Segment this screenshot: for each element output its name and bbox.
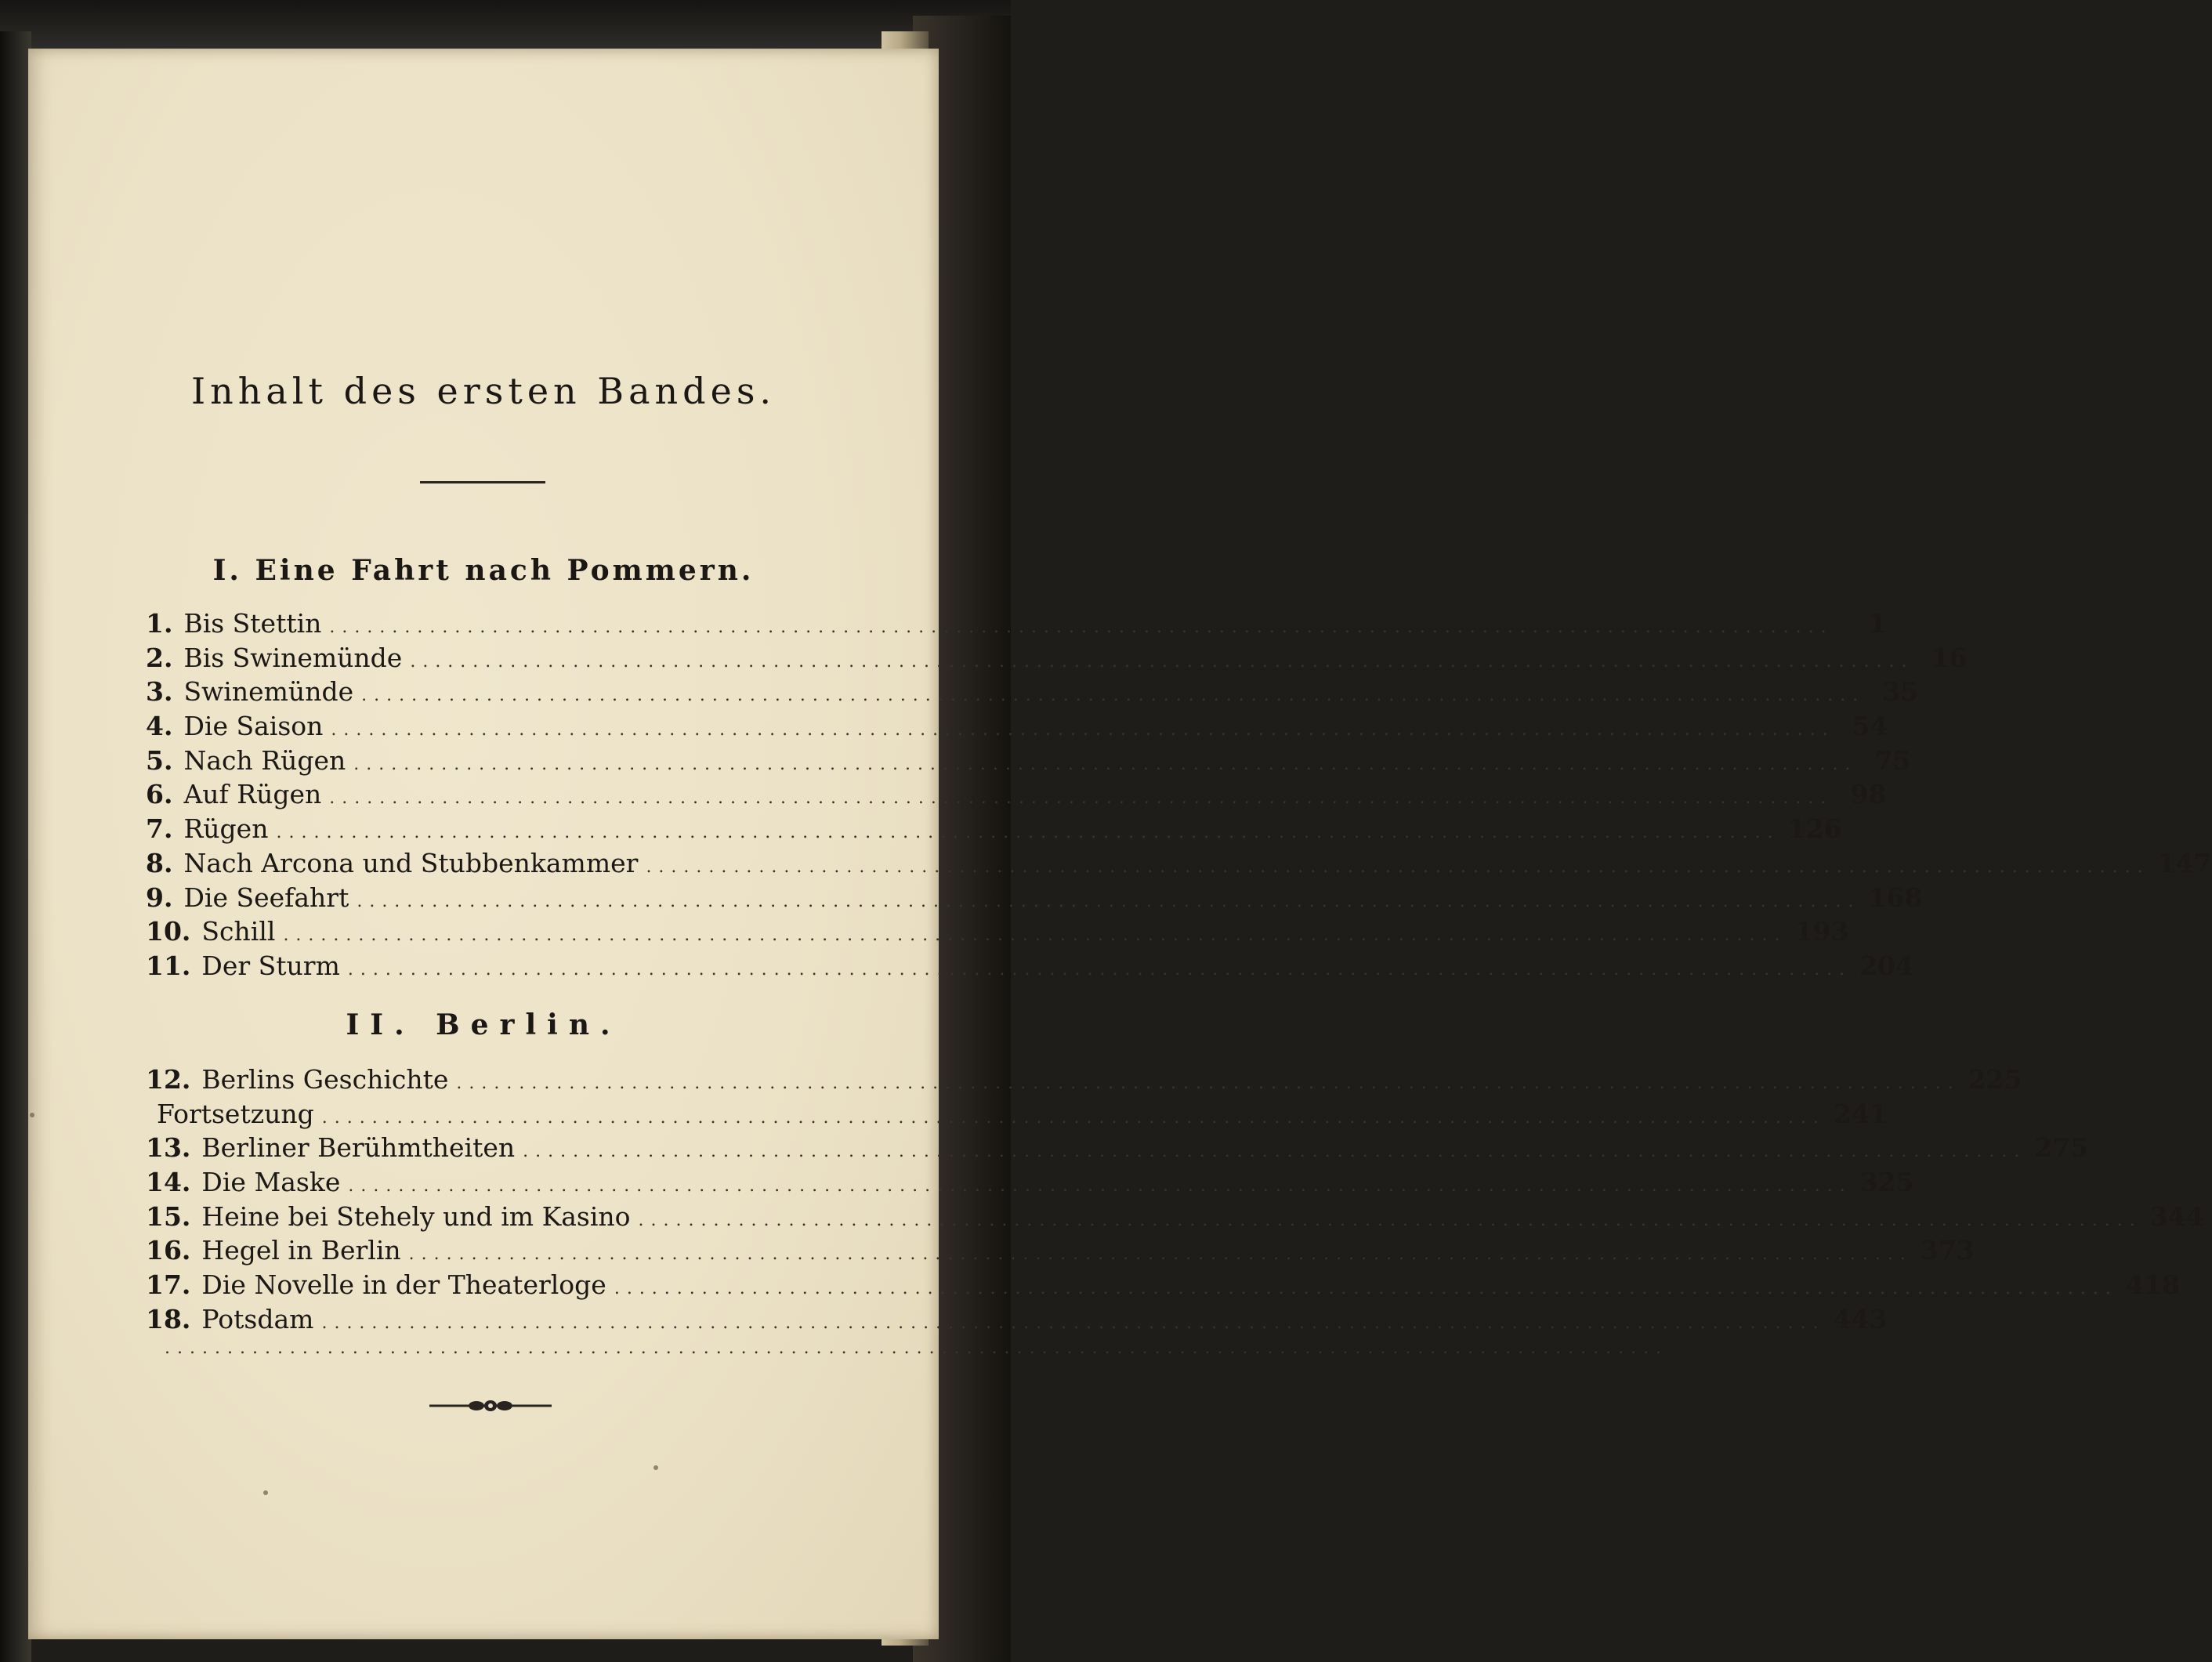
entry-page: 373: [1920, 1235, 1975, 1266]
entry-page: 241: [1833, 1098, 1888, 1129]
book-cover-left: [0, 31, 31, 1662]
entry-number: 17.: [146, 1269, 191, 1301]
entry-title: Bis Stettin: [183, 608, 322, 639]
entry-number: 4.: [146, 711, 173, 742]
entry-number: 6.: [146, 779, 173, 810]
toc-entry: [146, 916, 1849, 950]
entry-title: Nach Rügen: [183, 744, 346, 776]
entry-page: 204: [1859, 950, 1913, 981]
dot-leader: ........................................................................................................................: [408, 1244, 1913, 1265]
entry-title: Bis Swinemünde: [183, 642, 403, 673]
dot-leader: ........................................................................................................................: [321, 1313, 1826, 1333]
entry-title: Der Sturm: [201, 950, 340, 981]
dot-leader: ........................................................................................................................: [523, 1142, 2027, 1162]
entry-page: 344: [2149, 1200, 2204, 1232]
entry-title: Fortsetzung: [157, 1098, 314, 1129]
entry-number: 15.: [146, 1200, 191, 1232]
entry-page: 225: [1968, 1064, 2022, 1095]
entry-page: 325: [1859, 1167, 1914, 1198]
toc-entry: [146, 813, 1842, 848]
toc-entry: [146, 1167, 1914, 1201]
dot-leader: ........................................................................................................................: [638, 1210, 2142, 1230]
toc-list-1: [146, 608, 2212, 985]
section-heading-1: I. Eine Fahrt nach Pommern.: [212, 554, 755, 587]
entry-number: 11.: [146, 950, 191, 981]
dot-leader: ........................................................................................................................: [321, 1107, 1826, 1128]
toc-entry: [146, 779, 1887, 813]
dot-leader: ........................................................................................................................: [276, 823, 1780, 843]
dot-leader: ........................................................................................................................: [329, 617, 1834, 637]
toc-entry: [146, 950, 1913, 985]
toc-entry: [146, 1098, 1888, 1133]
dot-leader: ........................................................................................................................: [348, 1176, 1852, 1197]
dot-leader: ........................................................................................................................: [361, 686, 1866, 706]
dot-leader: ........................................................................................................................: [646, 856, 2150, 877]
paper-speck: [653, 1465, 658, 1470]
entry-number: 8.: [146, 847, 173, 878]
section-heading-2: II. Berlin.: [346, 1008, 621, 1041]
entry-number: 16.: [146, 1235, 191, 1266]
toc-list-2: [146, 1064, 2204, 1372]
toc-entry: [146, 676, 1919, 711]
entry-page: 1: [1868, 608, 1887, 639]
entry-number: 12.: [146, 1064, 191, 1095]
entry-title: Die Saison: [183, 711, 324, 742]
entry-page: 16: [1931, 642, 1968, 673]
entry-title: Die Maske: [201, 1167, 341, 1198]
entry-page: 54: [1852, 711, 1888, 742]
entry-page: 275: [2034, 1132, 2089, 1164]
dot-leader: ........................................................................................................................: [283, 925, 1787, 946]
entry-number: 5.: [146, 744, 173, 776]
entry-number: 10.: [146, 916, 191, 947]
entry-title: Swinemünde: [183, 676, 354, 708]
toc-entry: [146, 882, 1923, 917]
toc-entry: [146, 1132, 2089, 1167]
entry-page: 126: [1787, 813, 1842, 845]
entry-title: Hegel in Berlin: [201, 1235, 401, 1266]
toc-entry: [146, 847, 2212, 882]
dot-leader: ........................................................................................................................: [329, 788, 1834, 809]
toc-entry: [146, 608, 1887, 643]
entry-page: 98: [1850, 779, 1887, 810]
entry-number: 18.: [146, 1303, 191, 1334]
entry-title: Nach Arcona und Stubbenkammer: [183, 847, 639, 878]
entry-title: Rügen: [183, 813, 269, 845]
page-title: Inhalt des ersten Bandes.: [190, 370, 777, 412]
entry-number: 13.: [146, 1132, 191, 1164]
dot-leader: ........................................................................................................................: [331, 720, 1835, 740]
entry-number: 7.: [146, 813, 173, 845]
toc-entry: [146, 711, 1888, 745]
title-rule: [420, 481, 545, 483]
entry-page: 443: [1833, 1303, 1888, 1334]
entry-title: Berliner Berühmtheiten: [201, 1132, 516, 1164]
entry-page: 147: [2157, 847, 2212, 878]
dot-leader: ........................................................................................................................: [353, 754, 1858, 774]
toc-entry: [146, 744, 1911, 780]
toc-entry: [146, 642, 1968, 677]
entry-title: Die Novelle in der Theaterloge: [201, 1269, 606, 1301]
paper-speck: [263, 1490, 268, 1495]
dot-leader: ........................................................................................................................: [357, 891, 1861, 911]
toc-entry: [146, 1200, 2204, 1236]
book-page: [28, 49, 2212, 1639]
entry-number: 14.: [146, 1167, 191, 1198]
dot-leader: ........................................................................................................................: [347, 959, 1852, 979]
dot-leader: ........................................................................................................................: [456, 1074, 1960, 1093]
toc-entry: [146, 1269, 2180, 1304]
entry-page: 418: [2126, 1269, 2180, 1301]
entry-title: Berlins Geschichte: [201, 1064, 449, 1095]
entry-title: Heine bei Stehely und im Kasino: [201, 1200, 631, 1232]
dot-leader: ........................................................................................................................: [165, 1338, 1669, 1358]
entry-number: 3.: [146, 676, 173, 708]
entry-number: 2.: [146, 642, 173, 673]
entry-page: 75: [1874, 744, 1911, 776]
entry-page: 168: [1868, 882, 1923, 913]
entry-title: Auf Rügen: [183, 779, 322, 810]
entry-title: Die Seefahrt: [183, 882, 349, 913]
entry-page: 35: [1882, 676, 1919, 708]
dot-leader: ........................................................................................................................: [614, 1279, 2119, 1299]
entry-number: 1.: [146, 608, 173, 639]
entry-title: Schill: [201, 916, 276, 947]
toc-entry: [146, 1235, 1975, 1269]
entry-title: Potsdam: [201, 1303, 314, 1334]
entry-number: 9.: [146, 882, 173, 913]
entry-page: 193: [1794, 916, 1849, 947]
ornament-divider: [428, 1398, 553, 1414]
dot-leader: ........................................................................................................................: [410, 651, 1914, 672]
toc-entry: [146, 1338, 1669, 1373]
paper-speck: [30, 1113, 34, 1117]
toc-entry: [146, 1064, 2022, 1099]
toc-entry: [146, 1303, 1888, 1338]
